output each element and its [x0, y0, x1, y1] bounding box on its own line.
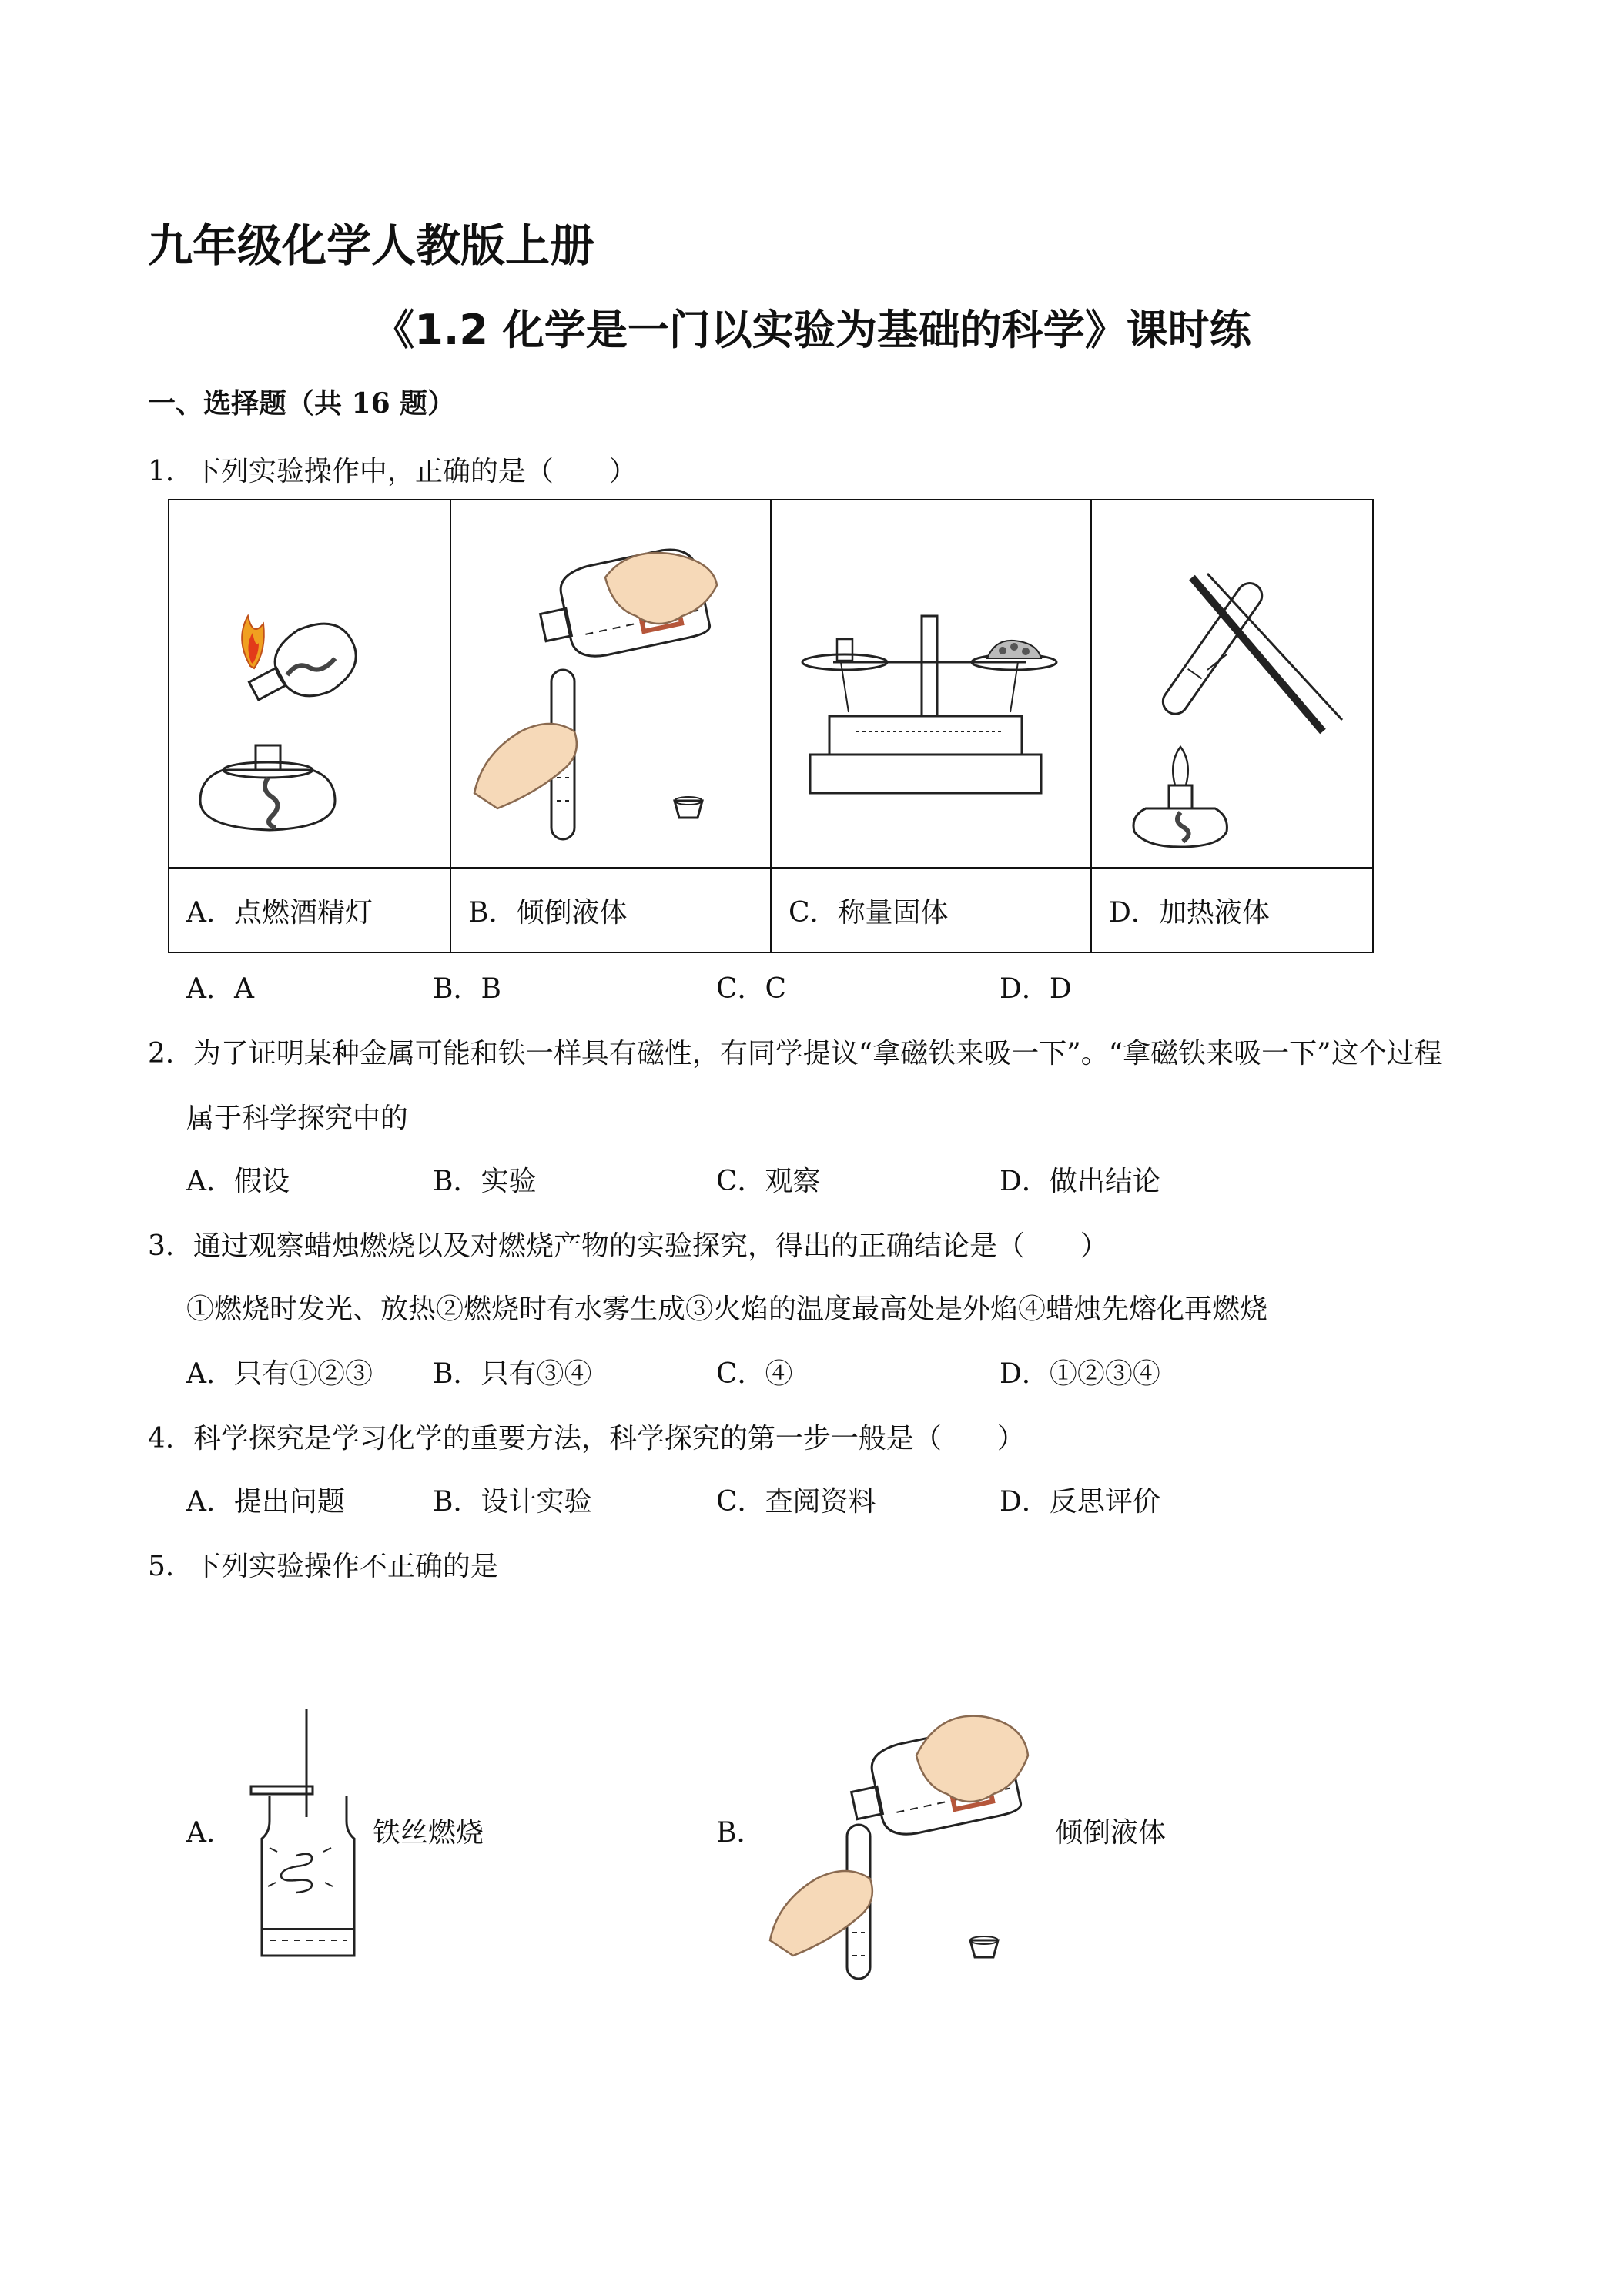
- figure-caption-c: C．称量固体: [771, 868, 1091, 952]
- q3-option-d[interactable]: D．①②③④: [1000, 1358, 1160, 1390]
- q4-option-d[interactable]: D．反思评价: [1000, 1486, 1160, 1518]
- q2-option-c[interactable]: C．观察: [716, 1166, 821, 1197]
- section-heading: 一、选择题（共 16 题）: [148, 387, 456, 420]
- q1-option-d[interactable]: D．D: [1000, 973, 1072, 1005]
- q2-option-b[interactable]: B．实验: [433, 1166, 537, 1197]
- q5-option-b-letter[interactable]: B．: [716, 1817, 765, 1849]
- balance-weighing-illustration: [772, 500, 1090, 867]
- figure-cell-c: [771, 500, 1091, 868]
- q3-option-a[interactable]: A．只有①②③: [186, 1358, 373, 1390]
- figure-cell-a: [169, 500, 450, 868]
- q4-option-a[interactable]: A．提出问题: [186, 1486, 345, 1518]
- figure-cell-b: [450, 500, 771, 868]
- q4-option-c[interactable]: C．查阅资料: [716, 1486, 876, 1518]
- figure-caption-a: A．点燃酒精灯: [169, 868, 450, 952]
- q4-option-b[interactable]: B．设计实验: [433, 1486, 592, 1518]
- q5-option-b-caption: 倾倒液体: [1055, 1817, 1167, 1849]
- figure-cell-d: [1091, 500, 1373, 868]
- iron-wire-burning-illustration: [246, 1709, 362, 1963]
- q2-option-a[interactable]: A．假设: [186, 1166, 290, 1197]
- q3-option-c[interactable]: C．④: [716, 1358, 793, 1390]
- question-5-stem: 5．下列实验操作不正确的是: [148, 1551, 498, 1582]
- question-4-stem: 4．科学探究是学习化学的重要方法，科学探究的第一步一般是（ ）: [148, 1423, 1025, 1454]
- page-title: 九年级化学人教版上册: [148, 219, 595, 272]
- question-1-figure-table: [168, 499, 1374, 953]
- q5-option-a-letter[interactable]: A．: [186, 1817, 234, 1849]
- q5-option-a-caption: 铁丝燃烧: [373, 1817, 484, 1849]
- heat-liquid-illustration: [1092, 500, 1372, 867]
- question-3-statements: ①燃烧时发光、放热②燃烧时有水雾生成③火焰的温度最高处是外焰④蜡烛先熔化再燃烧: [186, 1294, 1268, 1325]
- q5-pour-liquid-illustration: [762, 1678, 1040, 1986]
- q1-option-c[interactable]: C．C: [716, 973, 787, 1005]
- q3-option-b[interactable]: B．只有③④: [433, 1358, 592, 1390]
- question-3-stem: 3．通过观察蜡烛燃烧以及对燃烧产物的实验探究，得出的正确结论是（ ）: [148, 1230, 1108, 1262]
- light-alcohol-lamp-illustration: [169, 500, 450, 867]
- pour-liquid-illustration: [451, 500, 770, 867]
- q1-option-b[interactable]: B．B: [433, 973, 501, 1005]
- question-2-stem-line2: 属于科学探究中的: [186, 1103, 409, 1134]
- page-subtitle: 《1.2 化学是一门以实验为基础的科学》课时练: [373, 306, 1251, 354]
- figure-caption-d: D．加热液体: [1091, 868, 1373, 952]
- question-1-stem: 1．下列实验操作中，正确的是（ ）: [148, 456, 637, 487]
- figure-caption-b: B．倾倒液体: [450, 868, 771, 952]
- q1-option-a[interactable]: A．A: [186, 973, 254, 1005]
- question-2-stem-line1: 2．为了证明某种金属可能和铁一样具有磁性，有同学提议“拿磁铁来吸一下”。“拿磁铁来吸一下”这个过程: [148, 1038, 1442, 1069]
- q2-option-d[interactable]: D．做出结论: [1000, 1166, 1160, 1197]
